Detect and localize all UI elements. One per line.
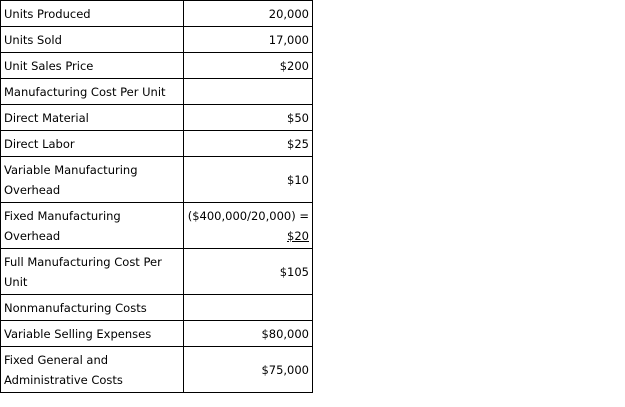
units-produced-label: Units Produced	[1, 1, 184, 27]
full-mfg-cost-label: Full Manufacturing Cost Per Unit	[1, 249, 184, 295]
table-row	[1, 249, 313, 295]
units-sold-label: Units Sold	[1, 27, 184, 53]
table-row	[1, 53, 313, 79]
table-row	[1, 203, 313, 249]
direct-labor-value: $25	[184, 131, 313, 157]
nonmanufacturing-costs-label: Nonmanufacturing Costs	[1, 295, 184, 321]
unit-sales-price-value: $200	[184, 53, 313, 79]
table-row	[1, 105, 313, 131]
direct-labor-label: Direct Labor	[1, 131, 184, 157]
manufacturing-cost-header-value	[184, 79, 313, 105]
table-row	[1, 27, 313, 53]
fixed-mfg-overhead-formula: ($400,000/20,000) =	[187, 208, 309, 223]
unit-sales-price-label: Unit Sales Price	[1, 53, 184, 79]
fixed-mfg-overhead-result: $20	[287, 228, 309, 243]
units-produced-value: 20,000	[184, 1, 313, 27]
table-row	[1, 321, 313, 347]
variable-selling-value: $80,000	[184, 321, 313, 347]
manufacturing-cost-header-label: Manufacturing Cost Per Unit	[1, 79, 184, 105]
table-row	[1, 131, 313, 157]
nonmanufacturing-costs-value	[184, 295, 313, 321]
table-row	[1, 295, 313, 321]
table-row	[1, 157, 313, 203]
full-mfg-cost-value: $105	[184, 249, 313, 295]
fixed-general-admin-value: $75,000	[184, 347, 313, 393]
variable-selling-label: Variable Selling Expenses	[1, 321, 184, 347]
variable-mfg-overhead-label: Variable Manufacturing Overhead	[1, 157, 184, 203]
cost-table	[0, 0, 313, 393]
table-row	[1, 347, 313, 393]
table-row	[1, 79, 313, 105]
fixed-general-admin-label: Fixed General and Administrative Costs	[1, 347, 184, 393]
fixed-mfg-overhead-value	[184, 203, 313, 249]
fixed-mfg-overhead-label: Fixed Manufacturing Overhead	[1, 203, 184, 249]
direct-material-value: $50	[184, 105, 313, 131]
units-sold-value: 17,000	[184, 27, 313, 53]
variable-mfg-overhead-value: $10	[184, 157, 313, 203]
table-row	[1, 1, 313, 27]
direct-material-label: Direct Material	[1, 105, 184, 131]
